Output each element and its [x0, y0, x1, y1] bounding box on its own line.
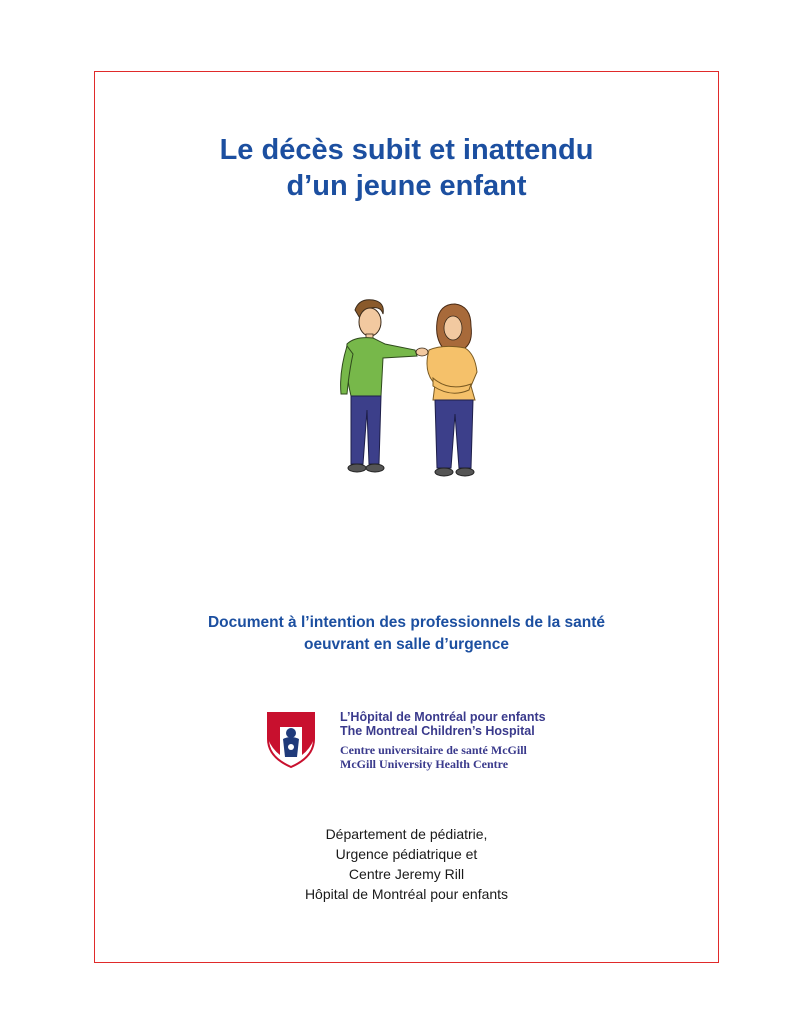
hospital-logo — [266, 707, 556, 773]
department-line-2: Urgence pédiatrique et — [335, 846, 478, 862]
subtitle-line-2: oeuvrant en salle d’urgence — [303, 636, 509, 653]
logo-name-french: L’Hôpital de Montréal pour enfants — [340, 710, 546, 724]
title-line-1: Le décès subit et inattendu — [219, 134, 594, 166]
department-line-1: Département de pédiatrie, — [325, 826, 488, 842]
subtitle-line-1: Document à l’intention des professionnels de la santé — [207, 614, 606, 631]
department-info — [94, 824, 719, 904]
hospital-logo-text — [340, 710, 556, 771]
man-figure — [341, 300, 428, 472]
department-line-3: Centre Jeremy Rill — [348, 866, 465, 882]
logo-centre-english: McGill University Health Centre — [340, 757, 509, 771]
department-line-4: Hôpital de Montréal pour enfants — [304, 886, 509, 902]
logo-centre-french: Centre universitaire de santé McGill — [340, 743, 527, 757]
title-line-2: d’un jeune enfant — [286, 170, 527, 202]
logo-name-english: The Montreal Children’s Hospital — [340, 724, 535, 738]
two-people-comforting-illustration — [325, 292, 495, 482]
hospital-shield-icon — [266, 709, 316, 769]
document-subtitle — [94, 612, 719, 656]
page-title — [94, 132, 719, 204]
woman-figure — [427, 304, 477, 476]
